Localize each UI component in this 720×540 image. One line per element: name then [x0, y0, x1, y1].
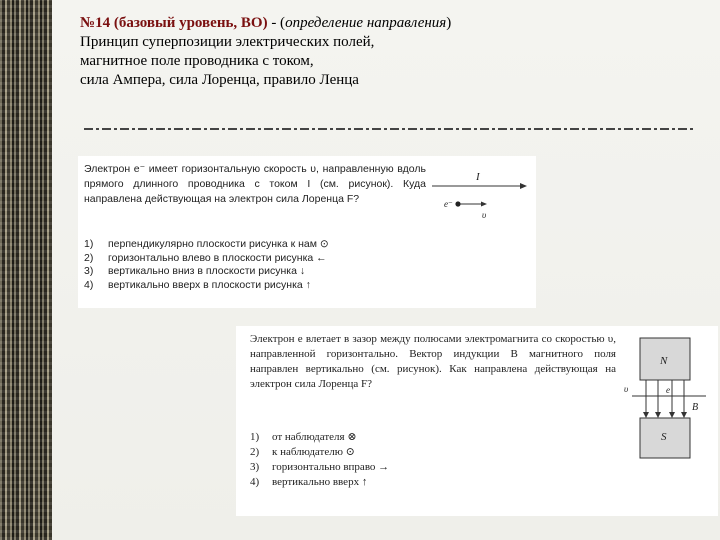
option-row	[84, 252, 329, 266]
velocity-arrow-icon	[481, 202, 487, 207]
current-arrow-icon	[520, 183, 527, 189]
option-row	[84, 279, 329, 293]
option-number: 3)	[250, 461, 260, 473]
option-text: горизонтально влево в плоскости рисунка ←	[108, 251, 327, 264]
field-label: B	[692, 402, 699, 413]
title-close: )	[446, 15, 452, 31]
option-row	[250, 460, 389, 475]
problem-1-text: Электрон e⁻ имеет горизонтальную скорость υ, направленную вдоль прямого длинного проводника с током I (см. рисунок). Куда направлена действующая на электрон сила Лоренца F?	[84, 163, 426, 205]
title-line-3: магнитное поле проводника с током,	[80, 53, 314, 69]
option-row	[250, 430, 389, 445]
problem-2-card	[236, 326, 718, 516]
south-label: S	[661, 431, 667, 443]
north-label: N	[660, 355, 668, 367]
option-row	[84, 265, 329, 279]
velocity-label: υ	[482, 210, 487, 220]
option-number: 2)	[84, 251, 94, 264]
problem-2-text: Электрон e влетает в зазор между полюсами электромагнита со скоростью υ, направленной горизонтально. Вектор индукции B магнитного поля направлен вертикально (см. рисунок). Как направлена действующая на электрон сила Лоренца F?	[250, 333, 616, 390]
task-number: №14 (базовый уровень, ВО)	[80, 15, 268, 31]
option-text: к наблюдателю ⊙	[272, 446, 355, 458]
electron-label: e⁻	[444, 199, 453, 209]
option-number: 3)	[84, 265, 94, 277]
title-dash: - (	[267, 15, 286, 31]
current-label: I	[476, 171, 480, 183]
problem-2-figure	[622, 336, 714, 460]
page-title	[80, 14, 680, 90]
option-row	[250, 475, 389, 490]
velocity-label: υ	[624, 384, 629, 394]
option-row	[250, 445, 389, 460]
option-number: 1)	[250, 431, 260, 443]
option-row	[84, 238, 329, 252]
electron-label: e	[666, 385, 670, 395]
title-line-2: Принцип суперпозиции электрических полей,	[80, 34, 375, 50]
option-number: 4)	[84, 278, 94, 291]
decorative-stripes	[0, 0, 52, 540]
option-text: вертикально вверх в плоскости рисунка ↑	[108, 278, 311, 291]
problem-2-options	[250, 430, 389, 490]
field-arrows-icon	[643, 412, 687, 418]
option-text: от наблюдателя ⊗	[272, 431, 357, 443]
option-text: вертикально вниз в плоскости рисунка ↓	[108, 265, 306, 277]
problem-1-options	[84, 238, 329, 292]
title-line-4: сила Ампера, сила Лоренца, правило Ленца	[80, 72, 359, 88]
option-number: 2)	[250, 446, 260, 458]
option-number: 1)	[84, 238, 94, 250]
electron-dot	[455, 201, 460, 206]
option-text: перпендикулярно плоскости рисунка к нам ⊙	[108, 238, 329, 250]
problem-1-figure	[430, 164, 530, 226]
title-subtitle: определение направления	[285, 15, 447, 31]
problem-1-card	[78, 156, 536, 308]
option-text: вертикально вверх ↑	[272, 476, 368, 488]
dashed-divider	[84, 128, 696, 130]
option-number: 4)	[250, 476, 260, 488]
option-text: горизонтально вправо →	[272, 461, 390, 473]
